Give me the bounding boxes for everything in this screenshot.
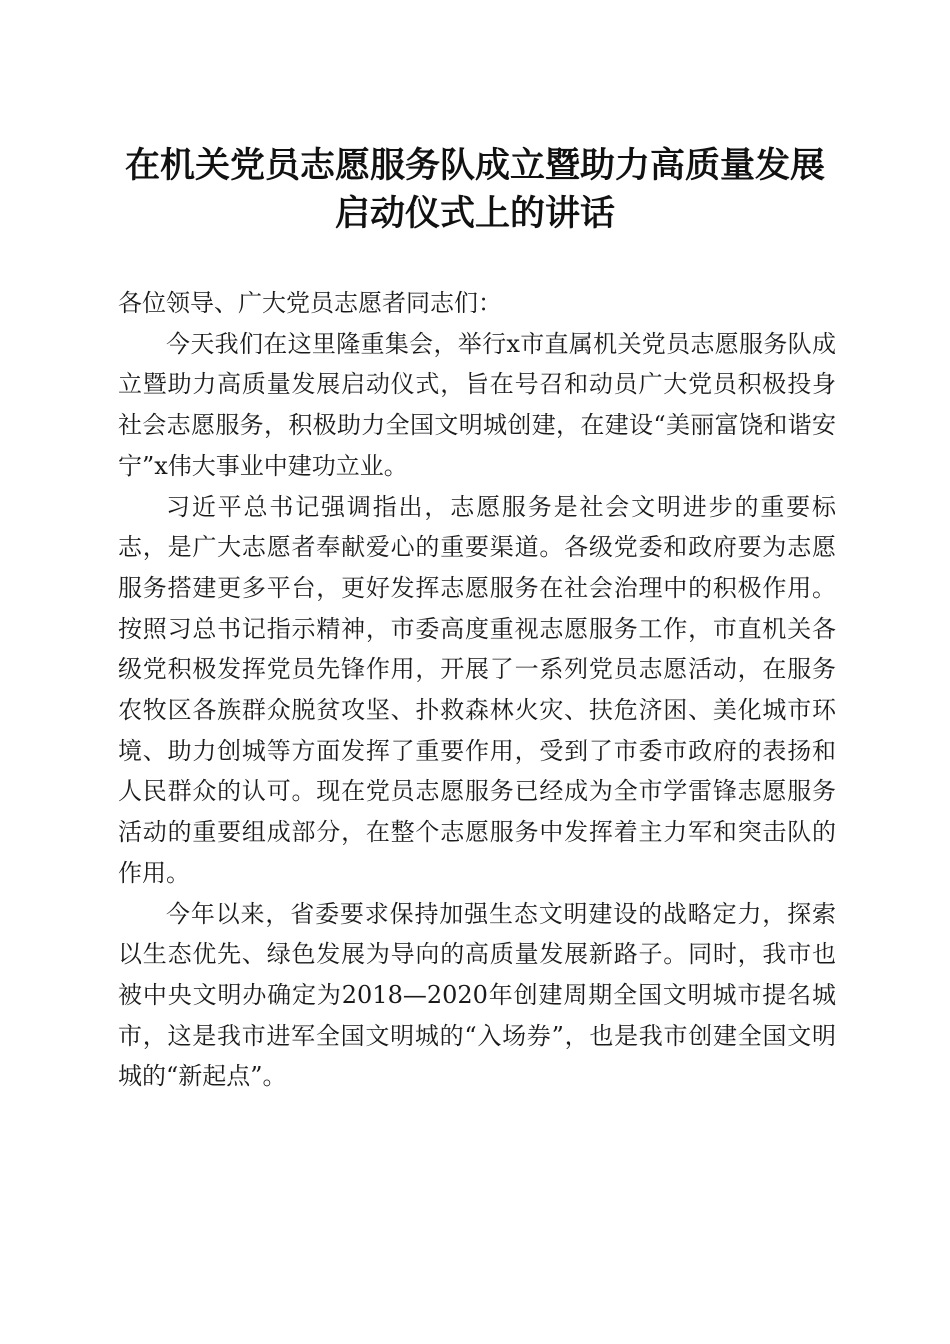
paragraph-1: 今天我们在这里隆重集会，举行x市直属机关党员志愿服务队成立暨助力高质量发展启动仪式，旨在号召和动员广大党员积极投身社会志愿服务，积极助力全国文明城创建，在建设“美丽富饶和谐安宁”x伟大事业中建功立业。 <box>118 329 836 480</box>
paragraph-2: 习近平总书记强调指出，志愿服务是社会文明进步的重要标志，是广大志愿者奉献爱心的重要渠道。各级党委和政府要为志愿服务搭建更多平台，更好发挥志愿服务在社会治理中的积极作用。按照习总书记指示精神，市委高度重视志愿服务工作，市直机关各级党积极发挥党员先锋作用，开展了一系列党员志愿活动，在服务农牧区各族群众脱贫攻坚、扑救森林火灾、扶危济困、美化城市环境、助力创城等方面发挥了重要作用，受到了市委市政府的表扬和人民群众的认可。现在党员志愿服务已经成为全市学雷锋志愿服务活动的重要组成部分，在整个志愿服务中发挥着主力军和突击队的作用。 <box>118 492 836 887</box>
paragraph-3: 今年以来，省委要求保持加强生态文明建设的战略定力，探索以生态优先、绿色发展为导向的高质量发展新路子。同时，我市也被中央文明办确定为2018—2020年创建周期全国文明城市提名城市，这是我市进军全国文明城的“入场券”，也是我市创建全国文明城的“新起点”。 <box>118 899 836 1091</box>
document-title-line-1: 在机关党员志愿服务队成立暨助力高质量发展 <box>124 145 825 186</box>
salutation: 各位领导、广大党员志愿者同志们： <box>118 289 502 317</box>
document-body <box>118 283 836 1097</box>
document-title-line-2: 启动仪式上的讲话 <box>334 193 615 234</box>
